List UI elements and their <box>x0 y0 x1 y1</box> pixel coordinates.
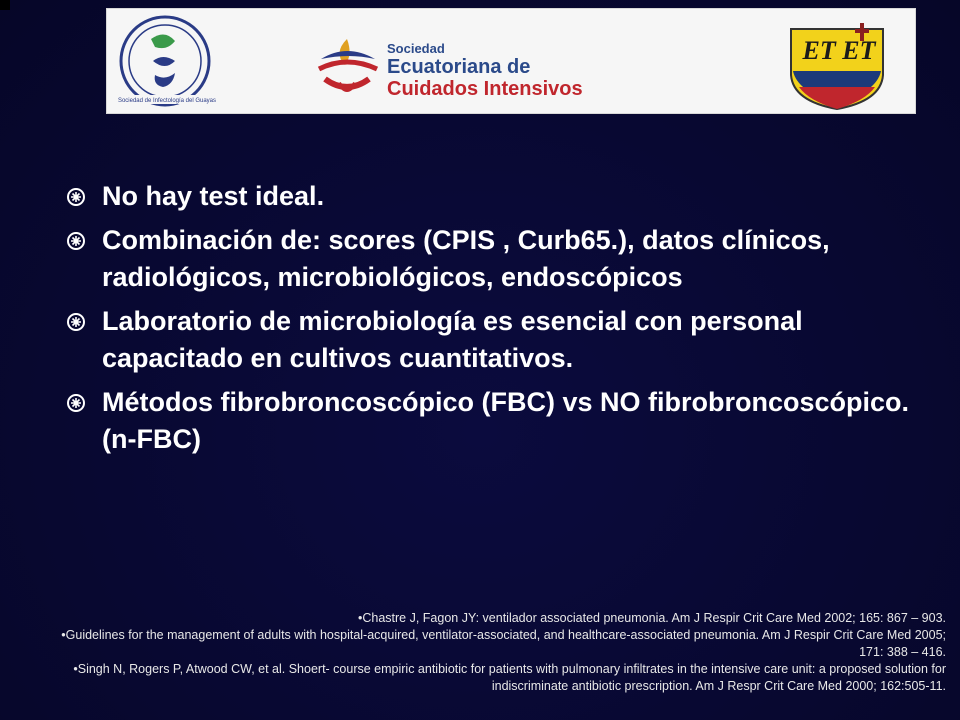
references <box>46 610 946 695</box>
reference-item: •Guidelines for the management of adults with hospital-acquired, ventilator-associated, and healthcare-associated pneumonia. Am J Respir Crit Care Med 2005; 171: 388 – 416. <box>61 628 946 659</box>
logo-banner <box>106 8 916 114</box>
bullet-text: Laboratorio de microbiología es esencial con personal capacitado en cultivos cuantitativos. <box>102 306 803 373</box>
logo-banner-graphic <box>107 9 915 113</box>
infectologia-logo <box>118 17 216 105</box>
reference-item: •Chastre J, Fagon JY: ventilador associated pneumonia. Am J Respir Crit Care Med 2002; 165: 867 – 903. <box>357 611 946 625</box>
logo-left-caption: Sociedad de Infectología del Guayas <box>117 98 217 104</box>
bullet-text: Métodos fibrobroncoscópico (FBC) vs NO fibrobroncoscópico. (n-FBC) <box>102 387 910 454</box>
bullet-text: No hay test ideal. <box>102 181 325 211</box>
logo-right-text: ET ET <box>802 36 876 65</box>
bullet-item <box>66 303 936 377</box>
bullet-item <box>66 178 936 215</box>
target-bullet-icon <box>66 303 102 340</box>
bullet-item <box>66 222 936 296</box>
logo-line3: Cuidados Intensivos <box>387 78 583 100</box>
bullet-text: Combinación de: scores (CPIS , Curb65.), datos clínicos, radiológicos, microbiológicos, endoscópicos <box>102 225 830 292</box>
corner-mark <box>0 0 10 10</box>
sociedad-wordmark <box>387 41 583 100</box>
target-bullet-icon <box>66 384 102 421</box>
target-bullet-icon <box>66 222 102 259</box>
sociedad-emblem <box>319 39 377 90</box>
reference-item: •Singh N, Rogers P, Atwood CW, et al. Shoert- course empiric antibiotic for patients with pulmonary infiltrates in the intensive care unit: a proposed solution for indiscriminate antibiotic prescription. Am J Respr Crit Care Med 2000; 162:505-11. <box>73 662 946 693</box>
logo-line1: Sociedad <box>387 41 445 56</box>
logo-line2: Ecuatoriana de <box>387 56 531 78</box>
bullet-item <box>66 384 936 458</box>
target-bullet-icon <box>66 178 102 215</box>
bullet-list <box>66 178 936 465</box>
et-shield-logo <box>791 23 883 109</box>
